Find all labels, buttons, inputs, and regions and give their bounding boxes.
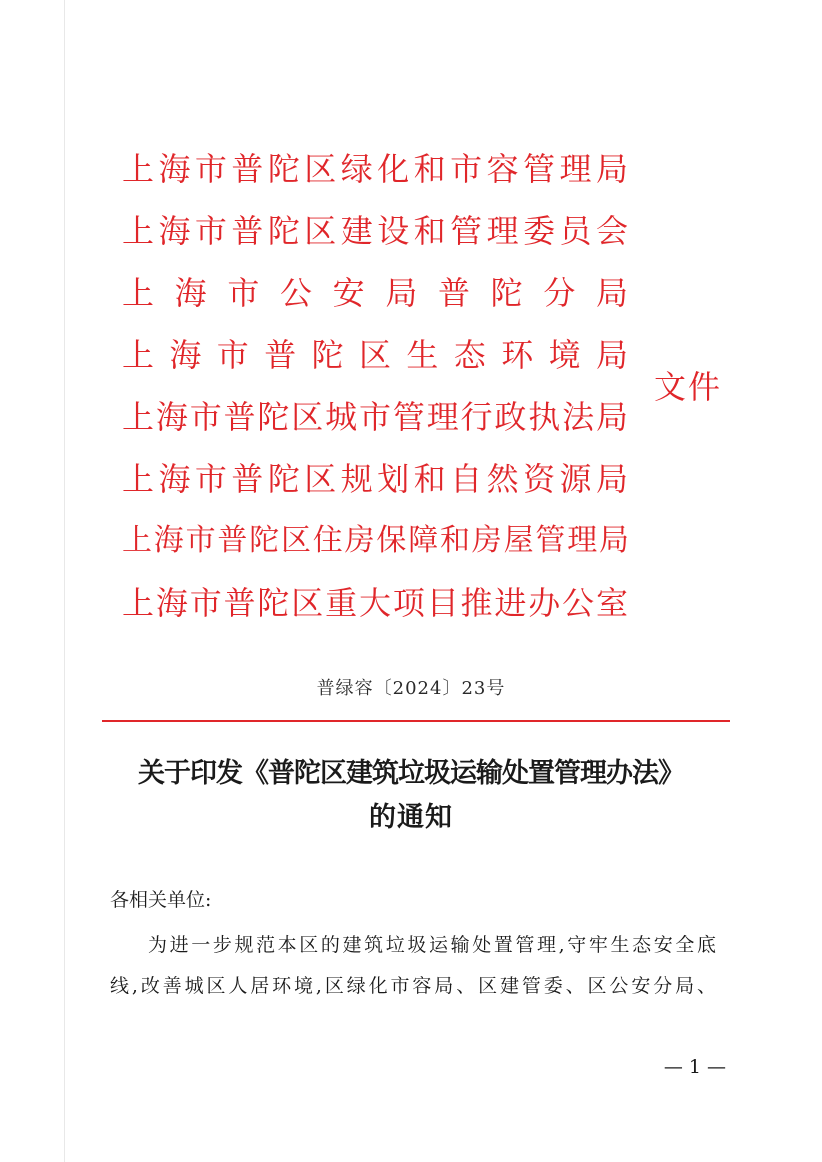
document-title-line-1: 关于印发《普陀区建筑垃圾运输处置管理办法》	[138, 758, 684, 789]
document-number: 普绿容〔2024〕23号	[316, 678, 506, 699]
issuing-agencies	[122, 146, 628, 642]
issuer-line-1: 上海市普陀区绿化和市容管理局	[122, 150, 628, 188]
file-label: 文件	[654, 368, 723, 406]
issuer-line-4: 上海市普陀区生态环境局	[122, 336, 628, 374]
issuer-line-8: 上海市普陀区重大项目推进办公室	[122, 584, 628, 622]
salutation: 各相关单位:	[110, 889, 212, 911]
body-line-1: 为进一步规范本区的建筑垃圾运输处置管理,守牢生态安全底	[148, 934, 716, 956]
issuer-line-2: 上海市普陀区建设和管理委员会	[122, 212, 628, 250]
issuer-line-3: 上海市公安局普陀分局	[122, 274, 628, 312]
page-number: — 1 —	[663, 1056, 726, 1078]
document-title-line-2: 的通知	[369, 802, 453, 833]
document-title	[80, 752, 742, 840]
red-separator-line	[102, 720, 730, 722]
body-paragraph	[110, 925, 716, 1007]
body-line-2: 线,改善城区人居环境,区绿化市容局、区建管委、区公安分局、	[110, 975, 716, 997]
scan-edge-line	[64, 0, 65, 1162]
issuer-line-7: 上海市普陀区住房保障和房屋管理局	[122, 523, 628, 558]
issuer-line-6: 上海市普陀区规划和自然资源局	[122, 460, 628, 498]
issuer-line-5: 上海市普陀区城市管理行政执法局	[122, 398, 628, 436]
